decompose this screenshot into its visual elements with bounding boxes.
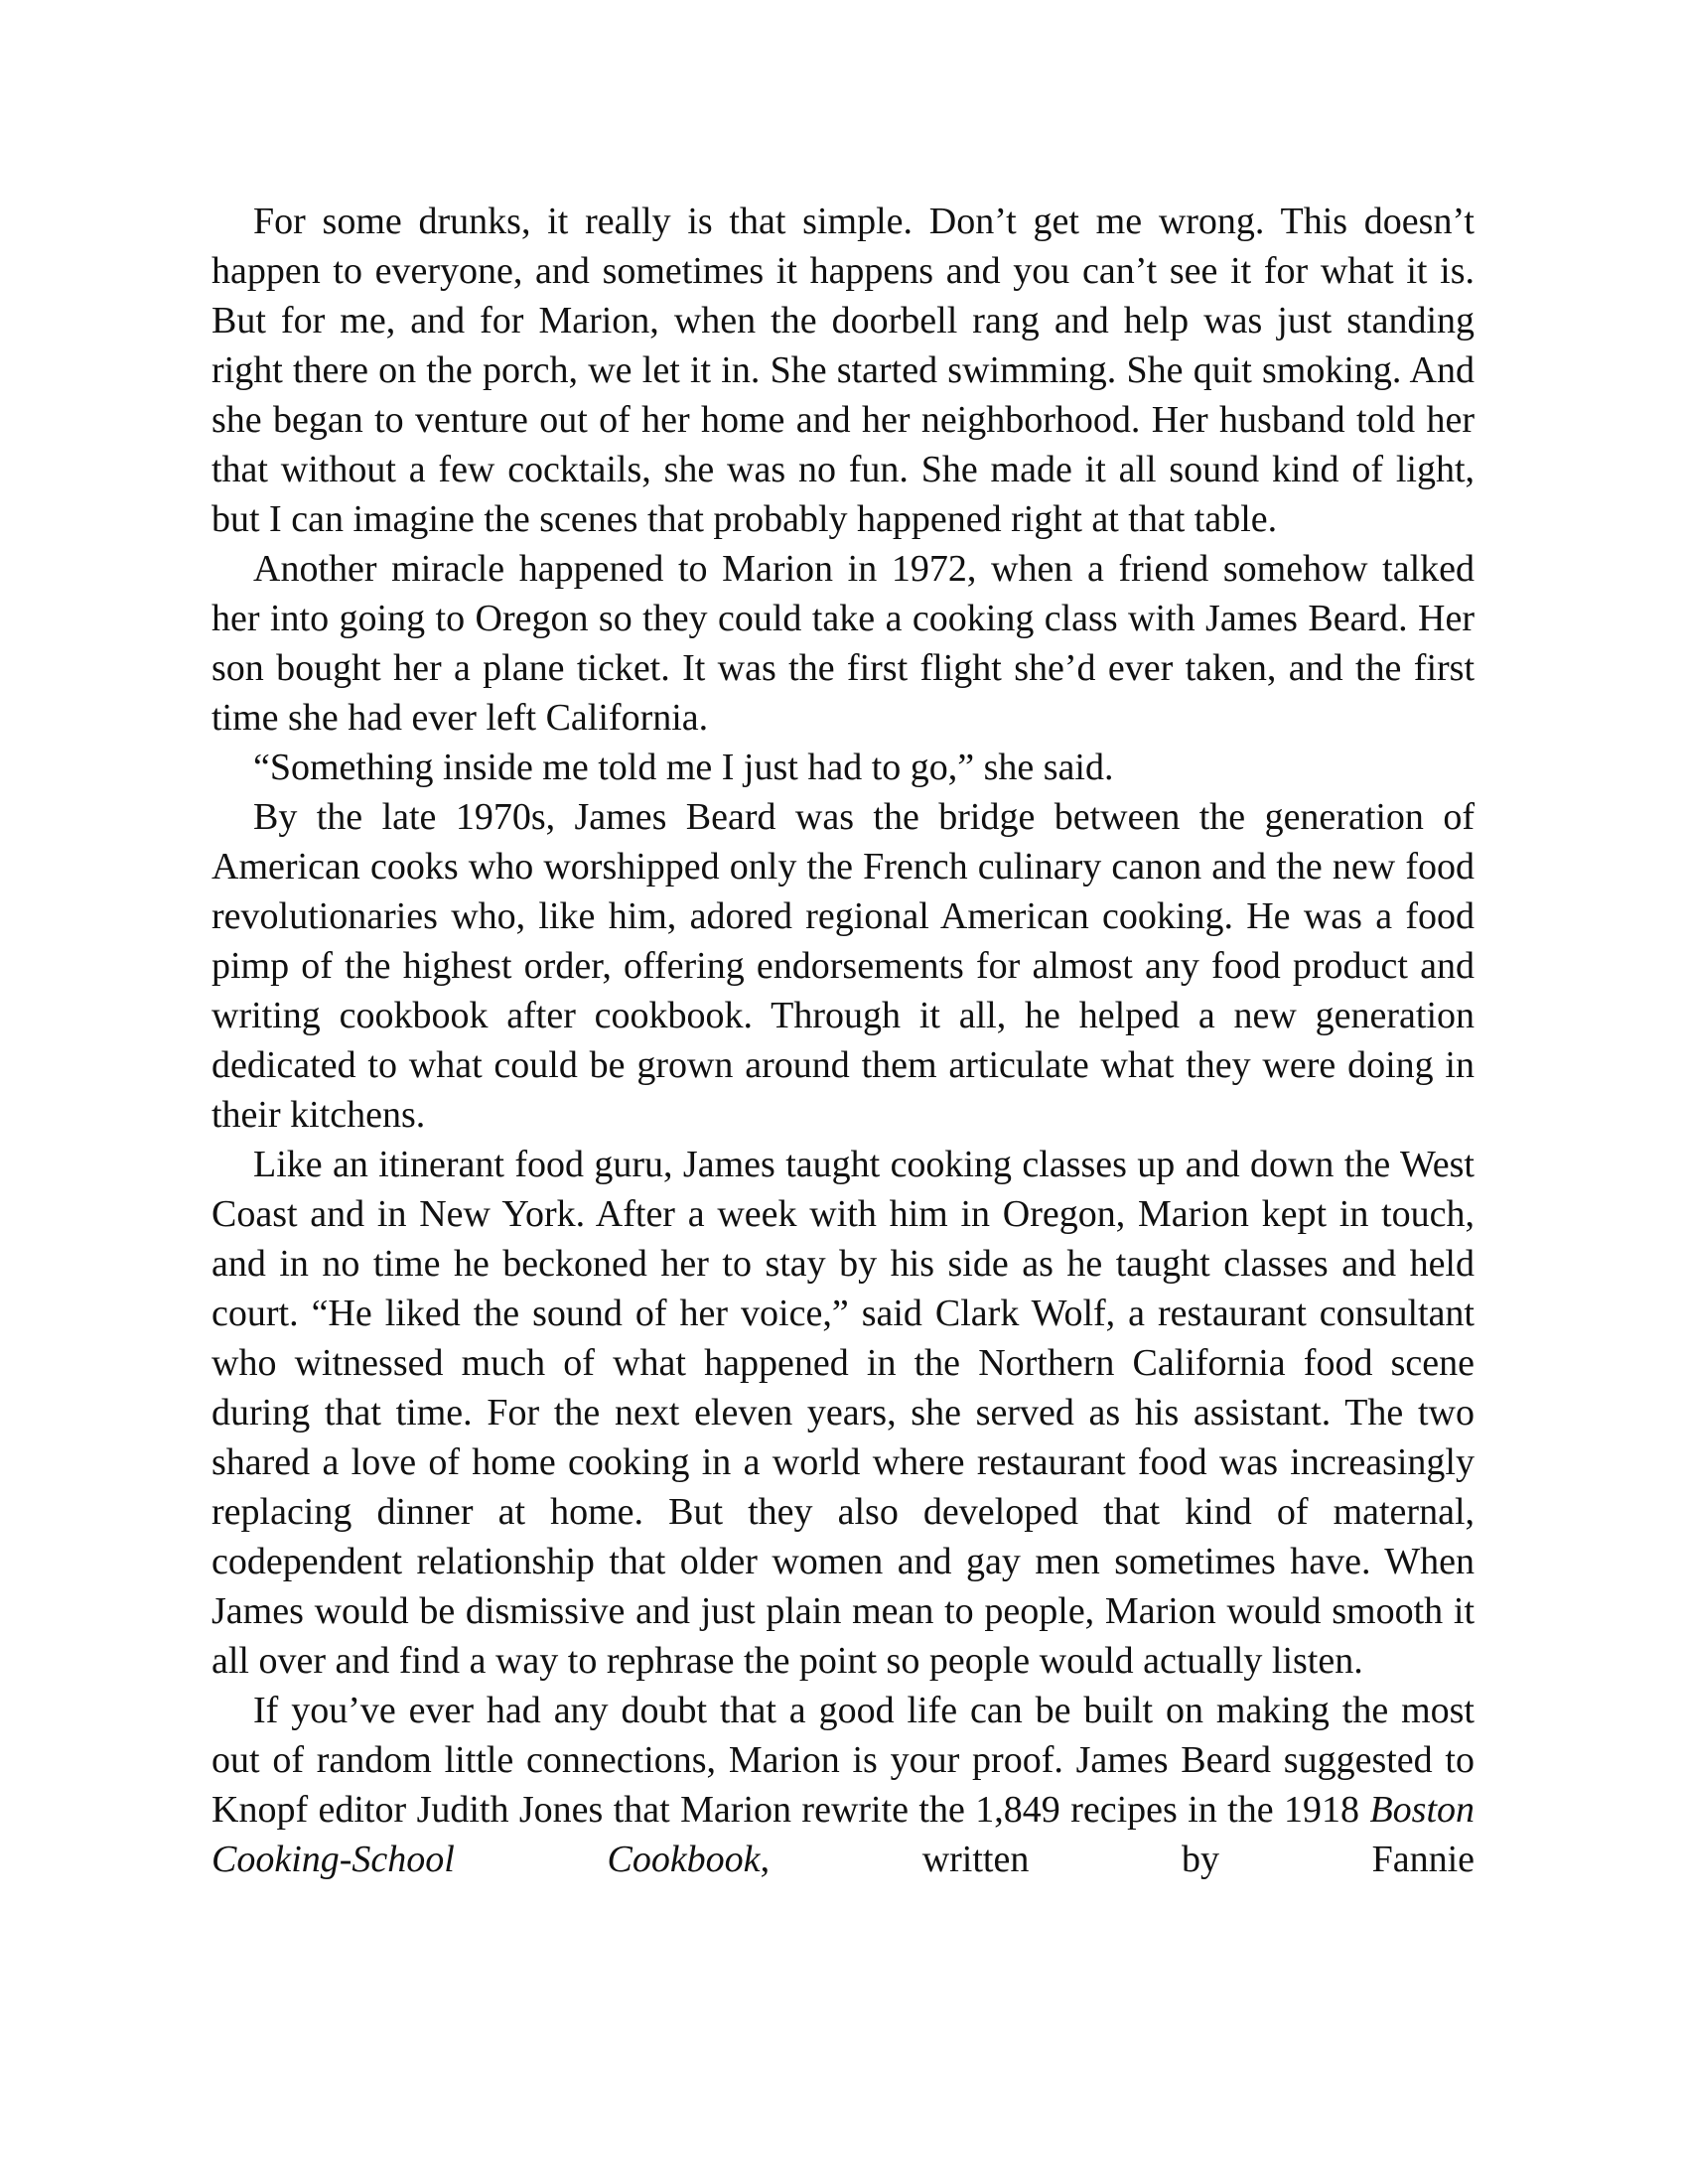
paragraph-food-guru: Like an itinerant food guru, James taught cooking classes up and down the West Coast and in New York. After a week with him in Oregon, Marion kept in touch, and in no time he beckoned her to stay by his side as he taught classes and held court. “He liked the sound of her voice,” said Clark Wolf, a restaurant consultant who witnessed much of what happened in the Northern California food scene during that time. For the next eleven years, she served as his assistant. The two shared a love of home cooking in a world where restaurant food was increasingly replacing dinner at home. But they also developed that kind of maternal, codependent relationship that older women and gay men sometimes have. When James would be dismissive and just plain mean to people, Marion would smooth it all over and find a way to rephrase the point so people would actually listen. bbox=[211, 1144, 1475, 1682]
paragraph-drunks: For some drunks, it really is that simple. Don’t get me wrong. This doesn’t happen to everyone, and sometimes it happens and you can’t see it for what it is. But for me, and for Marion, when the doorbell rang and help was just standing right there on the porch, we let it in. She started swimming. She quit smoking. And she began to venture out of her home and her neighborhood. Her husband told her that without a few cocktails, she was no fun. She made it all sound kind of light, but I can imagine the scenes that probably happened right at that table. bbox=[211, 201, 1475, 540]
paragraph-miracle: Another miracle happened to Marion in 1972, when a friend somehow talked her into going to Oregon so they could take a cooking class with James Beard. Her son bought her a plane ticket. It was the first flight she’d ever taken, and the first time she had ever left California. bbox=[211, 548, 1475, 739]
paragraph-connections bbox=[211, 1686, 1475, 1884]
body-text bbox=[211, 197, 1475, 1884]
paragraph-james-beard: By the late 1970s, James Beard was the bridge between the generation of American cooks who worshipped only the French culinary canon and the new food revolutionaries who, like him, adored regional American cooking. He was a food pimp of the highest order, offering endorsements for almost any food product and writing cookbook after cookbook. Through it all, he helped a new generation dedicated to what could be grown around them articulate what they were doing in their kitchens. bbox=[211, 796, 1475, 1136]
paragraph-connections-end: , written by Fannie bbox=[760, 1839, 1475, 1880]
paragraph-connections-start: If you’ve ever had any doubt that a good life can be built on making the most out of random little connections, Marion is your proof. James Beard suggested to Knopf editor Judith Jones that Marion rewrite the 1,849 recipes in the 1918 bbox=[211, 1690, 1475, 1831]
paragraph-quote: “Something inside me told me I just had to go,” she said. bbox=[253, 747, 1114, 788]
book-title: Boston Cooking-School Cookbook bbox=[211, 1789, 1475, 1880]
